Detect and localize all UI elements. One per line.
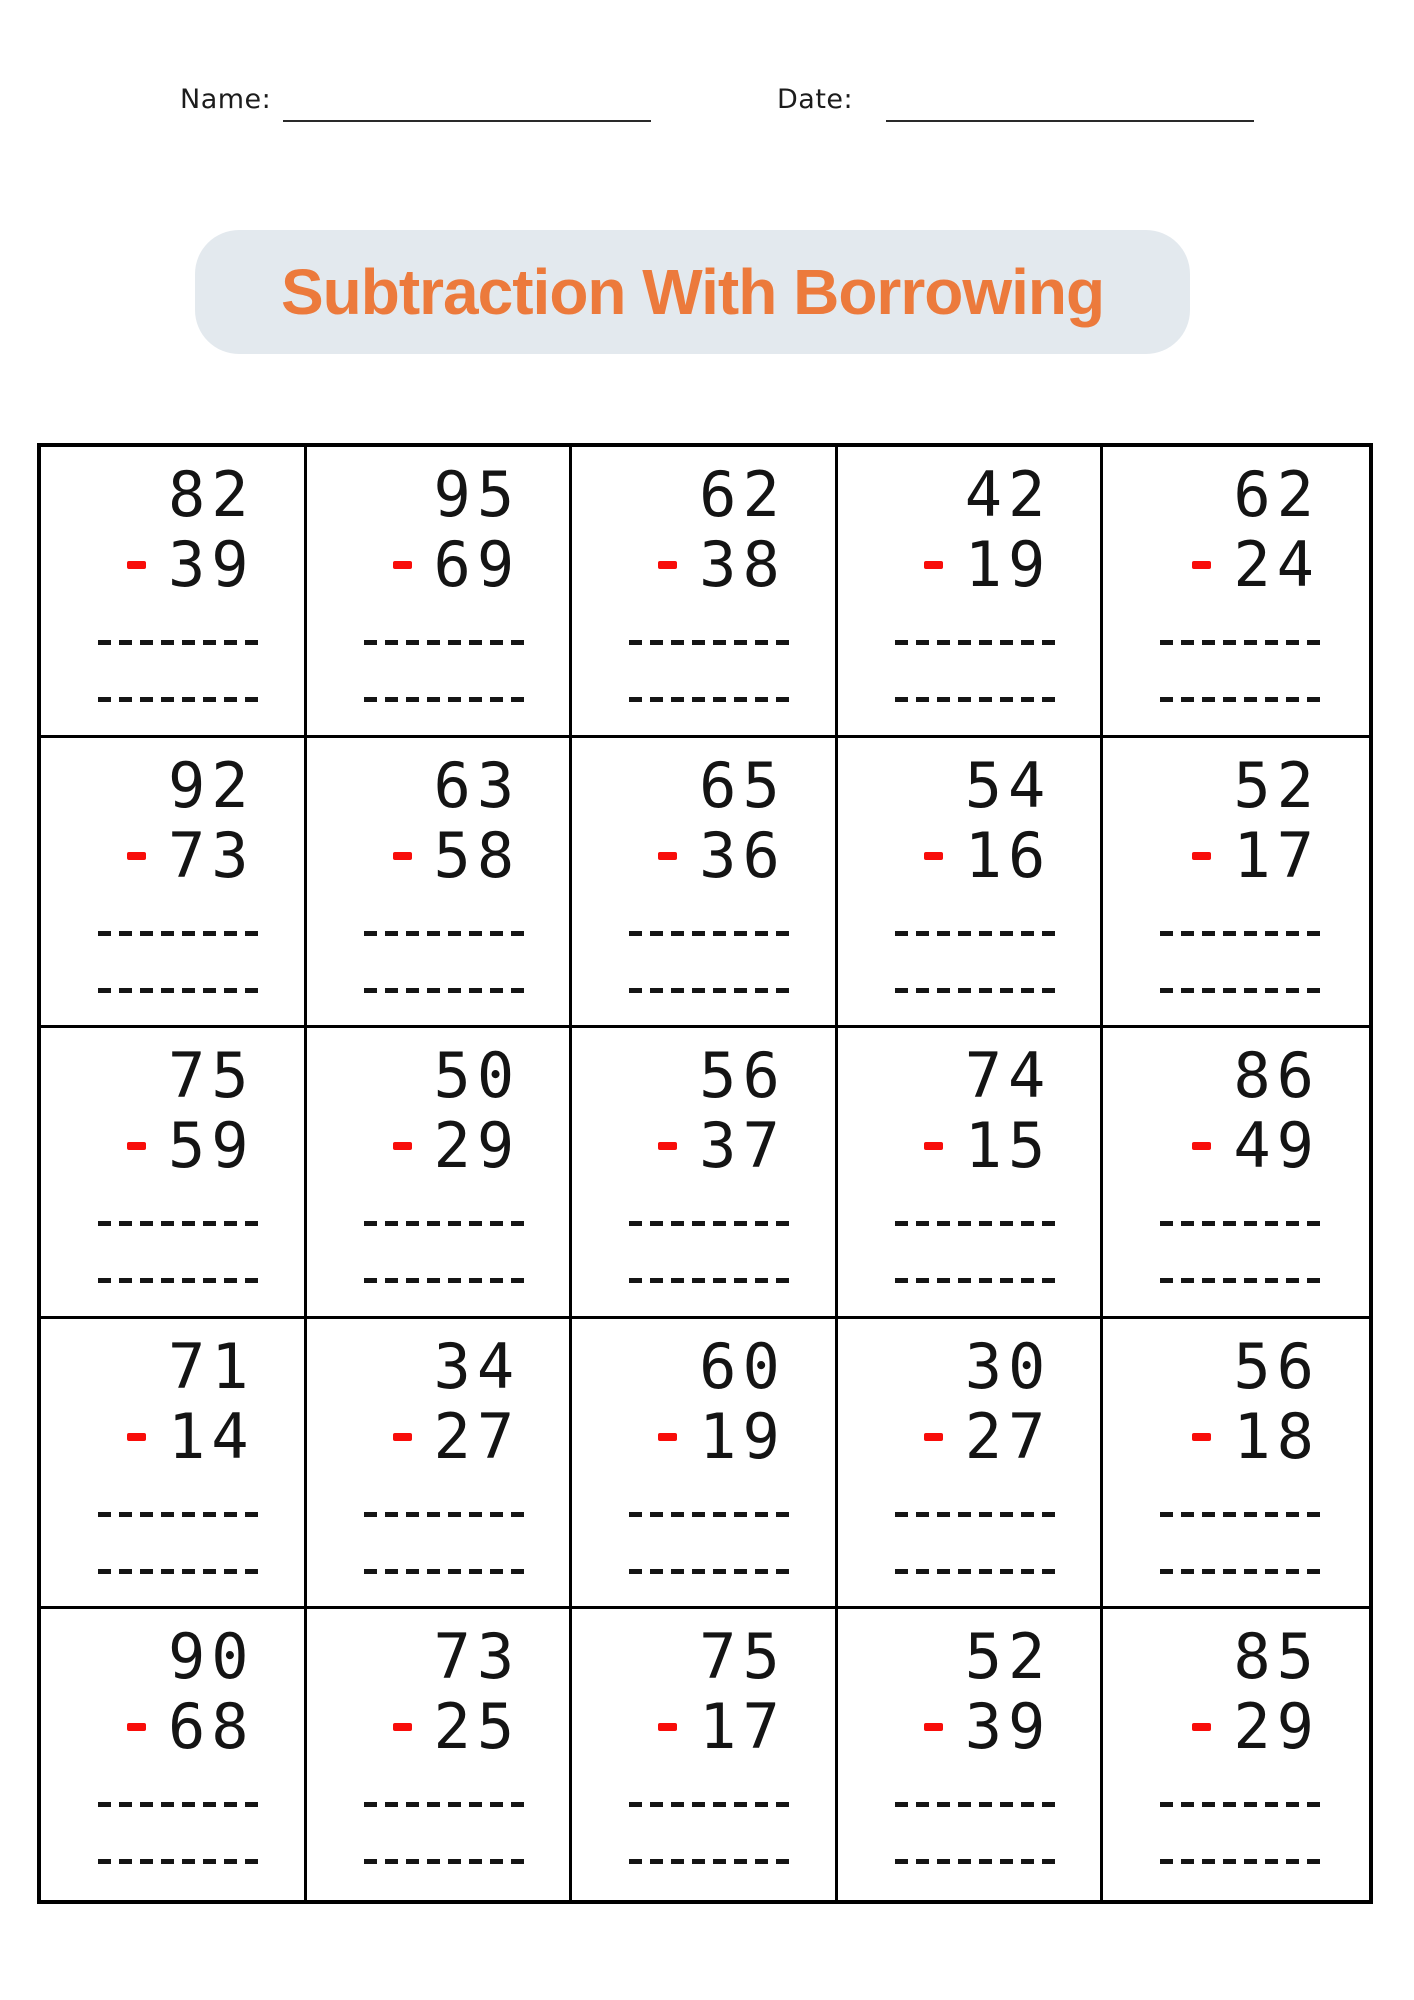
minuend: 42 (964, 458, 1052, 531)
minuend-line (1160, 460, 1326, 530)
answer-line[interactable] (1160, 640, 1326, 645)
problem-cell (572, 1609, 838, 1900)
minus-icon (393, 852, 412, 860)
subtrahend: 29 (1233, 1690, 1320, 1764)
answer-line[interactable] (98, 697, 261, 702)
minuend: 54 (964, 748, 1052, 822)
subtrahend: 16 (964, 818, 1052, 892)
subtrahend-line (364, 530, 527, 600)
subtrahend: 18 (1233, 1399, 1320, 1473)
problem-cell (307, 1609, 573, 1900)
problem-cell (1103, 1028, 1369, 1319)
subtrahend: 19 (964, 528, 1052, 601)
minus-icon (127, 561, 146, 569)
subtrahend: 27 (964, 1399, 1052, 1473)
minuend: 75 (699, 1620, 786, 1694)
subtrahend: 14 (167, 1399, 255, 1473)
name-label: Name: (180, 84, 272, 115)
minus-icon (924, 1433, 943, 1441)
subtrahend: 37 (699, 1109, 786, 1183)
minuend: 73 (433, 1620, 521, 1694)
subtrahend: 15 (964, 1109, 1052, 1183)
minuend: 62 (1233, 458, 1320, 531)
subtrahend-line (1160, 1399, 1326, 1473)
title-banner (195, 230, 1190, 354)
answer-line[interactable] (98, 1569, 261, 1574)
subtrahend: 29 (433, 1109, 521, 1183)
minuend-line (364, 1329, 527, 1403)
answer-line[interactable] (364, 1512, 527, 1517)
subtrahend-line (98, 818, 261, 892)
subtrahend: 68 (167, 1690, 255, 1764)
answer-line[interactable] (629, 931, 792, 936)
minuend-line (629, 748, 792, 822)
answer-line[interactable] (364, 1278, 527, 1283)
minuend: 74 (964, 1039, 1052, 1113)
subtrahend: 24 (1233, 528, 1320, 601)
answer-line[interactable] (1160, 1512, 1326, 1517)
minus-icon (924, 852, 943, 860)
answer-line[interactable] (895, 1278, 1058, 1283)
subtrahend-line (895, 818, 1058, 892)
subtrahend-line (364, 1399, 527, 1473)
minuend-line (364, 460, 527, 530)
answer-line[interactable] (895, 697, 1058, 702)
minus-icon (127, 1142, 146, 1150)
subtrahend-line (364, 818, 527, 892)
minuend: 65 (699, 748, 786, 822)
minuend: 75 (167, 1039, 255, 1113)
problem-cell (1103, 447, 1369, 738)
answer-line[interactable] (364, 1859, 527, 1864)
minuend-line (895, 1329, 1058, 1403)
minus-icon (658, 561, 677, 569)
minuend: 34 (433, 1329, 521, 1403)
subtrahend-line (98, 530, 261, 600)
answer-line[interactable] (364, 988, 527, 993)
answer-line[interactable] (98, 1278, 261, 1283)
answer-line[interactable] (629, 1278, 792, 1283)
problem-cell (838, 738, 1104, 1029)
subtrahend-line (1160, 1111, 1326, 1181)
minus-icon (127, 852, 146, 860)
problem-cell (41, 1319, 307, 1610)
minuend-line (1160, 748, 1326, 822)
answer-line[interactable] (629, 1859, 792, 1864)
minuend-line (629, 1329, 792, 1403)
minuend: 82 (167, 458, 255, 531)
problem-cell (41, 1028, 307, 1319)
subtrahend-line (1160, 1692, 1326, 1762)
answer-line[interactable] (1160, 697, 1326, 702)
minuend-line (98, 1329, 261, 1403)
answer-line[interactable] (895, 640, 1058, 645)
problem-cell (1103, 738, 1369, 1029)
answer-line[interactable] (98, 931, 261, 936)
problem-cell (838, 1609, 1104, 1900)
minus-icon (127, 1433, 146, 1441)
subtrahend-line (1160, 818, 1326, 892)
subtrahend-line (895, 1692, 1058, 1762)
minus-icon (393, 1433, 412, 1441)
subtrahend-line (98, 1399, 261, 1473)
date-label: Date: (777, 84, 854, 115)
problem-cell (572, 738, 838, 1029)
problem-cell (1103, 1609, 1369, 1900)
answer-line[interactable] (1160, 1569, 1326, 1574)
answer-line[interactable] (98, 640, 261, 645)
minuend: 60 (699, 1329, 786, 1403)
minus-icon (658, 1433, 677, 1441)
minus-icon (658, 852, 677, 860)
minus-icon (658, 1142, 677, 1150)
subtrahend: 73 (167, 818, 255, 892)
minus-icon (658, 1723, 677, 1731)
subtrahend-line (895, 1399, 1058, 1473)
minus-icon (1192, 1142, 1211, 1150)
problem-cell (838, 447, 1104, 738)
problem-cell (307, 447, 573, 738)
answer-line[interactable] (364, 1802, 527, 1807)
minuend: 86 (1233, 1039, 1320, 1113)
problem-cell (838, 1028, 1104, 1319)
problem-cell (1103, 1319, 1369, 1610)
answer-line[interactable] (629, 1569, 792, 1574)
minuend-line (895, 460, 1058, 530)
answer-line[interactable] (895, 1221, 1058, 1226)
minuend: 30 (964, 1329, 1052, 1403)
subtrahend: 27 (433, 1399, 521, 1473)
minus-icon (924, 1142, 943, 1150)
problem-cell (572, 447, 838, 738)
minuend: 56 (699, 1039, 786, 1113)
problem-cell (572, 1319, 838, 1610)
answer-line[interactable] (364, 1569, 527, 1574)
minuend-line (1160, 1329, 1326, 1403)
minuend-line (1160, 1041, 1326, 1111)
minuend-line (629, 460, 792, 530)
subtrahend-line (364, 1111, 527, 1181)
minuend-line (629, 1622, 792, 1692)
minuend-line (629, 1041, 792, 1111)
subtrahend-line (629, 1111, 792, 1181)
subtrahend-line (364, 1692, 527, 1762)
subtrahend: 19 (699, 1399, 786, 1473)
minus-icon (1192, 1433, 1211, 1441)
minuend-line (98, 1622, 261, 1692)
minus-icon (1192, 852, 1211, 860)
minuend: 52 (964, 1620, 1052, 1694)
subtrahend: 25 (433, 1690, 521, 1764)
problem-cell (307, 1028, 573, 1319)
minuend: 50 (433, 1039, 521, 1113)
answer-line[interactable] (364, 1221, 527, 1226)
answer-line[interactable] (1160, 1802, 1326, 1807)
minuend: 52 (1233, 748, 1320, 822)
problem-cell (41, 738, 307, 1029)
subtrahend-line (629, 1399, 792, 1473)
problem-cell (41, 1609, 307, 1900)
minus-icon (393, 1723, 412, 1731)
subtrahend: 36 (699, 818, 786, 892)
problems-grid (37, 443, 1373, 1904)
answer-line[interactable] (98, 1512, 261, 1517)
subtrahend: 39 (167, 528, 255, 601)
problem-cell (41, 447, 307, 738)
page-title: Subtraction With Borrowing (280, 256, 1105, 328)
answer-line[interactable] (895, 1859, 1058, 1864)
answer-line[interactable] (629, 1802, 792, 1807)
minus-icon (393, 561, 412, 569)
answer-line[interactable] (364, 931, 527, 936)
answer-line[interactable] (629, 1221, 792, 1226)
minus-icon (393, 1142, 412, 1150)
answer-line[interactable] (98, 988, 261, 993)
subtrahend-line (629, 818, 792, 892)
minuend: 92 (167, 748, 255, 822)
minuend-line (98, 1041, 261, 1111)
minuend-line (364, 1041, 527, 1111)
minuend-line (364, 748, 527, 822)
answer-line[interactable] (629, 988, 792, 993)
subtrahend: 58 (433, 818, 521, 892)
minuend-line (895, 1622, 1058, 1692)
problem-cell (572, 1028, 838, 1319)
subtrahend: 49 (1233, 1109, 1320, 1183)
subtrahend-line (895, 1111, 1058, 1181)
problem-cell (307, 1319, 573, 1610)
answer-line[interactable] (98, 1859, 261, 1864)
subtrahend: 38 (699, 528, 786, 601)
minuend-line (1160, 1622, 1326, 1692)
minuend-line (895, 748, 1058, 822)
subtrahend: 17 (1233, 818, 1320, 892)
answer-line[interactable] (895, 1569, 1058, 1574)
answer-line[interactable] (98, 1802, 261, 1807)
date-field-line[interactable] (886, 120, 1254, 122)
answer-line[interactable] (895, 988, 1058, 993)
minuend-line (98, 748, 261, 822)
minus-icon (924, 561, 943, 569)
answer-line[interactable] (629, 640, 792, 645)
minuend: 90 (167, 1620, 255, 1694)
minuend: 95 (433, 458, 521, 531)
minuend-line (364, 1622, 527, 1692)
answer-line[interactable] (895, 1802, 1058, 1807)
minuend: 85 (1233, 1620, 1320, 1694)
minuend: 63 (433, 748, 521, 822)
answer-line[interactable] (1160, 1859, 1326, 1864)
answer-line[interactable] (895, 1512, 1058, 1517)
answer-line[interactable] (629, 697, 792, 702)
answer-line[interactable] (895, 931, 1058, 936)
minuend-line (895, 1041, 1058, 1111)
minus-icon (1192, 561, 1211, 569)
minus-icon (127, 1723, 146, 1731)
subtrahend-line (98, 1692, 261, 1762)
answer-line[interactable] (98, 1221, 261, 1226)
minuend: 71 (167, 1329, 255, 1403)
subtrahend: 59 (167, 1109, 255, 1183)
subtrahend-line (1160, 530, 1326, 600)
problem-cell (307, 738, 573, 1029)
subtrahend-line (629, 530, 792, 600)
minuend: 62 (699, 458, 786, 531)
subtrahend: 39 (964, 1690, 1052, 1764)
minuend: 56 (1233, 1329, 1320, 1403)
answer-line[interactable] (1160, 1278, 1326, 1283)
answer-line[interactable] (629, 1512, 792, 1517)
answer-line[interactable] (364, 640, 527, 645)
subtrahend-line (629, 1692, 792, 1762)
name-field-line[interactable] (283, 120, 651, 122)
subtrahend: 69 (433, 528, 521, 601)
minus-icon (1192, 1723, 1211, 1731)
answer-line[interactable] (1160, 1221, 1326, 1226)
problem-cell (838, 1319, 1104, 1610)
minus-icon (924, 1723, 943, 1731)
minuend-line (98, 460, 261, 530)
subtrahend-line (895, 530, 1058, 600)
answer-line[interactable] (1160, 931, 1326, 936)
subtrahend-line (98, 1111, 261, 1181)
answer-line[interactable] (1160, 988, 1326, 993)
answer-line[interactable] (364, 697, 527, 702)
subtrahend: 17 (699, 1690, 786, 1764)
